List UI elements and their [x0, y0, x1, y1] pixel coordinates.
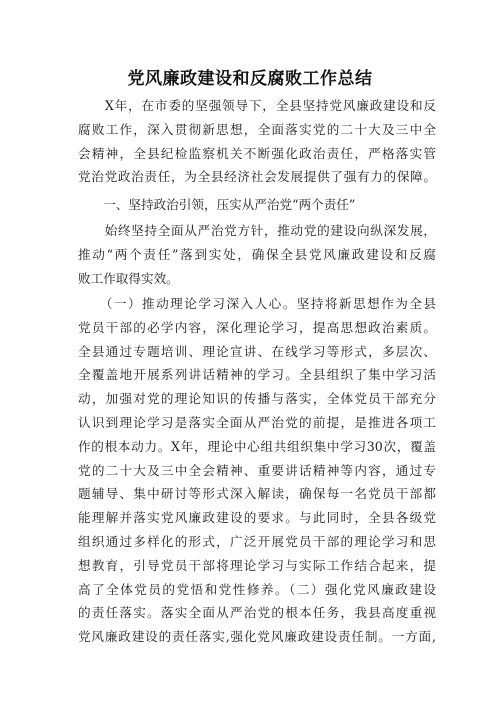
text-line: 败工作取得实效。: [78, 270, 179, 286]
paragraph-intro: [78, 94, 436, 189]
paragraph-section-1-intro: [78, 219, 436, 290]
text-line: 党的二十大及三中全会精神、重要讲话精神等内容，通过专: [78, 462, 436, 478]
text-line: 的责任落实。落实全面从严治党的根本任务，我县高度重视: [78, 605, 436, 621]
text-line: 动，加强对党的理论知识的传播与落实，全体党员干部充分: [78, 391, 436, 407]
text-line: （一）推动理论学习深入人心。坚持将新思想作为全县: [78, 296, 436, 311]
text-line: 始终坚持全面从严治党方针，推动党的建设向纵深发展，: [78, 223, 436, 238]
text-line: 全县通过专题培训、理论宣讲、在线学习等形式，多层次、: [78, 343, 436, 359]
section-heading-1: [78, 193, 436, 217]
text-line: 党治党政治责任，为全县经济社会发展提供了强有力的保障。: [78, 169, 436, 185]
text-line: 一、坚持政治引领，压实从严治党“两个责任”: [78, 197, 356, 212]
text-line: 题辅导、集中研讨等形式深入解读，确保每一名党员干部都: [78, 486, 436, 502]
text-line: 认识到理论学习是落实全面从严治党的前提，是推进各项工: [78, 414, 436, 430]
text-line: 党员干部的必学内容，深化理论学习，提高思想政治素质。: [78, 319, 436, 335]
text-line: 党风廉政建设的责任落实,强化党风廉政建设责任制。一方面,: [78, 629, 436, 645]
text-line: 会精神，全县纪检监察机关不断强化政治责任，严格落实管: [78, 145, 436, 161]
text-line: 作的根本动力。X年，理论中心组共组织集中学习30次，覆盖: [78, 438, 436, 454]
text-line: 全覆盖地开展系列讲话精神的学习。全县组织了集中学习活: [78, 367, 436, 383]
text-line: 推动“两个责任”落到实处，确保全县党风廉政建设和反腐: [78, 246, 436, 262]
text-line: 组织通过多样化的形式，广泛开展党员干部的理论学习和思: [78, 533, 436, 549]
text-line: 想教育，引导党员干部将理论学习与实际工作结合起来，提: [78, 557, 436, 573]
text-line: 高了全体党员的党悟和党性修养。（二）强化党风廉政建设: [78, 581, 436, 597]
text-line: 能理解并落实党风廉政建设的要求。与此同时，全县各级党: [78, 510, 436, 526]
text-line: X年，在市委的坚强领导下，全县坚持党风廉政建设和反: [78, 98, 436, 113]
paragraph-theory-study: [78, 292, 436, 649]
text-line: 腐败工作，深入贯彻新思想，全面落实党的二十大及三中全: [78, 121, 436, 137]
document-title: 党风廉政建设和反腐败工作总结: [127, 69, 373, 89]
